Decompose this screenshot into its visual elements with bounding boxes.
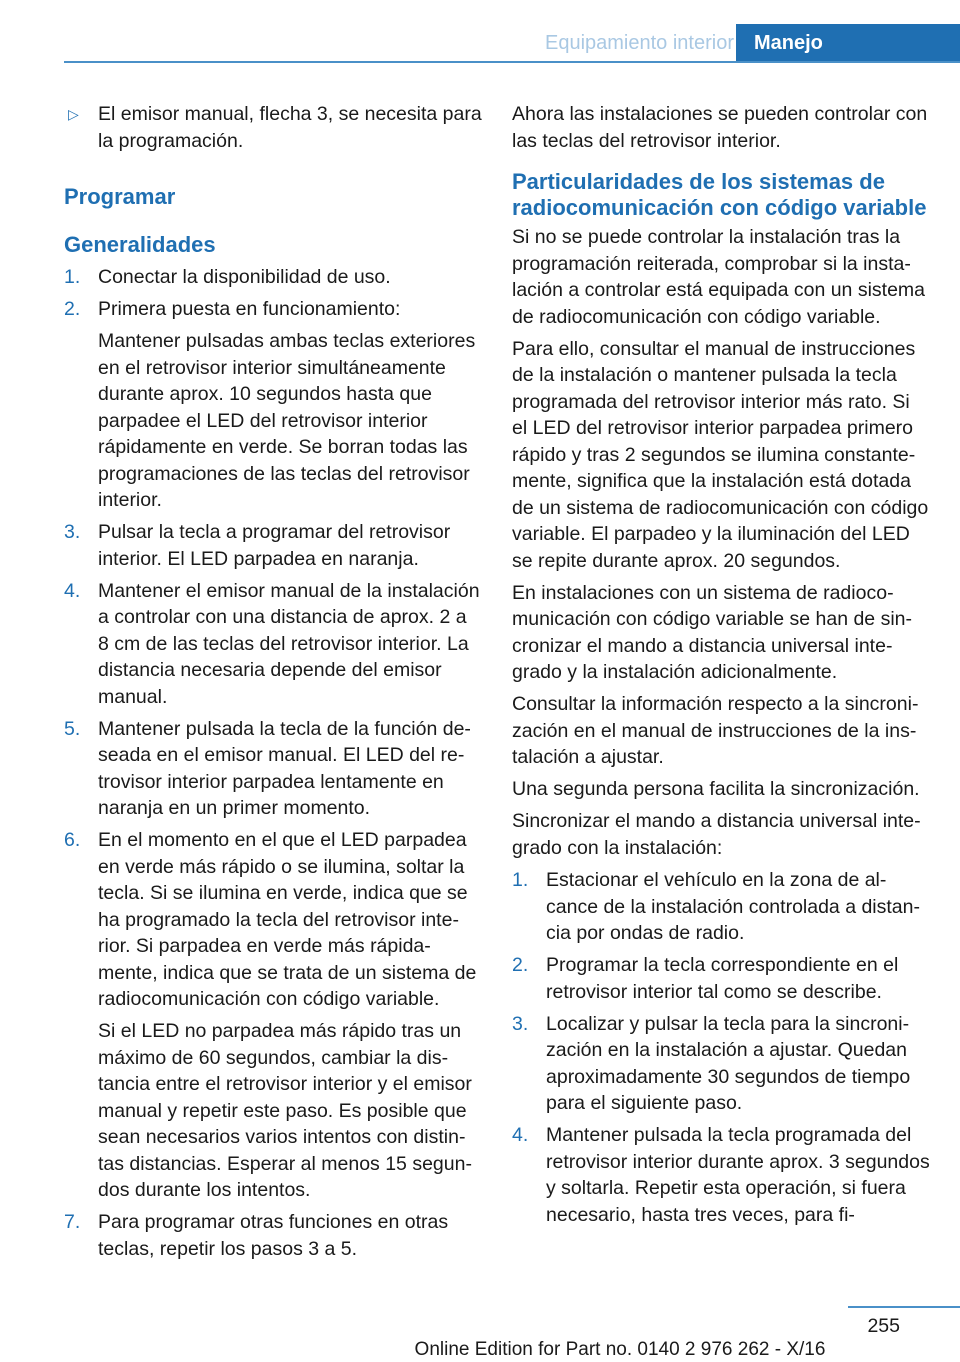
header-chapter-tab: Manejo (736, 24, 960, 62)
paragraph: Una segunda persona facilita la sincronización. (512, 778, 920, 800)
page-header (0, 0, 960, 62)
header-divider (64, 61, 960, 63)
paragraph: Para ello, consultar el manual de instrucciones de la instalación o mantener pulsada la tecla programada del retrovisor interior más rato. Si el LED del retrovisor interior parpadea primero rápido y tras 2 segundos se ilumina constantemente, significa que la instalación está dotada de un sistema de radiocomunicación con código variable. El parpadeo y la iluminación del LED se repite durante aprox. 20 segundos. (512, 337, 929, 572)
step-item (512, 1011, 930, 1117)
right-column (512, 101, 930, 1234)
step-item (64, 296, 482, 514)
header-section-title: Equipamiento interior (545, 32, 734, 54)
section-heading-programar: Programar (64, 184, 176, 209)
step-text: Conectar la disponibilidad de uso. (98, 266, 391, 288)
step-subtext: Mantener pulsadas ambas teclas exteriores en el retrovisor interior simultáneamente durante aprox. 10 segundos hasta que parpadee el LED del retrovisor interior rápidamente en verde. Se borran todas las programaciones de las teclas del retrovisor interior. (98, 330, 476, 511)
section-heading-codigo-variable: Particularidades de los sistemas de radiocomunicación con código variable (512, 169, 927, 220)
step-text: Programar la tecla correspondiente en el retrovisor interior tal como se describe. (546, 954, 899, 1003)
step-text: Estacionar el vehículo en la zona de alcance de la instalación controlada a distancia por ondas de radio. (546, 869, 920, 944)
step-text: Mantener pulsada la tecla de la función deseada en el emisor manual. El LED del retrovisor interior parpadea lentamente en naranja en un primer momento. (98, 717, 471, 819)
page-number: 255 (867, 1315, 900, 1337)
step-item (64, 578, 482, 711)
paragraph: Si no se puede controlar la instalación tras la programación reiterada, comprobar si la instalación a controlar está equipada con un sistema de radiocomunicación con código variable. (512, 226, 926, 328)
step-number: 2. (64, 298, 81, 320)
step-number: 4. (512, 1124, 529, 1146)
footer-edition-text: Online Edition for Part no. 0140 2 976 262 - X/16 (414, 1339, 826, 1360)
left-column (64, 101, 482, 1268)
step-number: 6. (64, 829, 81, 851)
step-item (64, 519, 482, 572)
bullet-text: El emisor manual, flecha 3, se necesita para la programación. (98, 103, 482, 152)
step-text: Para programar otras funciones en otras teclas, repetir los pasos 3 a 5. (98, 1211, 449, 1260)
paragraph: Consultar la información respecto a la sincronización en el manual de instrucciones de la instalación a ajustar. (512, 693, 919, 768)
step-item (64, 716, 482, 822)
triangle-bullet-icon: ▷ (68, 106, 79, 122)
step-item (512, 952, 930, 1005)
step-item (512, 1122, 930, 1228)
footer-edition (0, 1338, 960, 1362)
step-number: 3. (64, 521, 81, 543)
step-text: Mantener pulsada la tecla programada del retrovisor interior durante aprox. 3 segundos y soltarla. Repetir esta operación, si fuera necesario, hasta tres veces, para fi- (546, 1124, 930, 1226)
step-item (512, 867, 930, 947)
step-item (64, 264, 482, 291)
step-number: 1. (64, 266, 81, 288)
step-number: 3. (512, 1012, 529, 1035)
step-number: 1. (512, 869, 529, 891)
step-subtext: Si el LED no parpadea más rápido tras un máximo de 60 segundos, cambiar la distancia entre el retrovisor interior y el emisor manual y repetir este paso. Es posible que sean necesarios varios intentos con distintas distancias. Esperar al menos 15 segundos durante los intentos. (98, 1020, 472, 1201)
paragraph: En instalaciones con un sistema de radiocomunicación con código variable se han de sincronizar el mando a distancia universal integrado y la instalación adicionalmente. (512, 581, 912, 683)
step-text: Mantener el emisor manual de la instalación a controlar con una distancia de aprox. 2 a 8 cm de las teclas del retrovisor interior. La distancia necesaria depende del emisor manual. (98, 579, 480, 708)
bullet-item (64, 101, 482, 154)
step-item (64, 1209, 482, 1262)
step-number: 5. (64, 717, 81, 740)
step-number: 7. (64, 1211, 81, 1233)
step-text: En el momento en el que el LED parpadea en verde más rápido o se ilumina, soltar la tecla. Si se ilumina en verde, indica que se ha programado la tecla del retrovisor interior. Si parpadea en verde más rápidamente, indica que se trata de un sistema de radiocomunicación con código variable. (98, 829, 477, 1010)
step-text: Pulsar la tecla a programar del retrovisor interior. El LED parpadea en naranja. (98, 521, 451, 570)
intro-paragraph: Ahora las instalaciones se pueden controlar con las teclas del retrovisor interior. (512, 103, 928, 152)
step-item (64, 827, 482, 1204)
step-number: 4. (64, 579, 81, 602)
paragraph: Sincronizar el mando a distancia universal integrado con la instalación: (512, 810, 921, 859)
step-text: Localizar y pulsar la tecla para la sincronización en la instalación a ajustar. Quedan aproximadamente 30 segundos de tiempo para el siguiente paso. (546, 1012, 911, 1114)
step-text: Primera puesta en funcionamiento: (98, 298, 401, 320)
sync-steps-list (512, 867, 930, 1228)
footer-divider (848, 1306, 960, 1308)
step-number: 2. (512, 954, 529, 976)
subheading-generalidades: Generalidades (64, 232, 216, 257)
